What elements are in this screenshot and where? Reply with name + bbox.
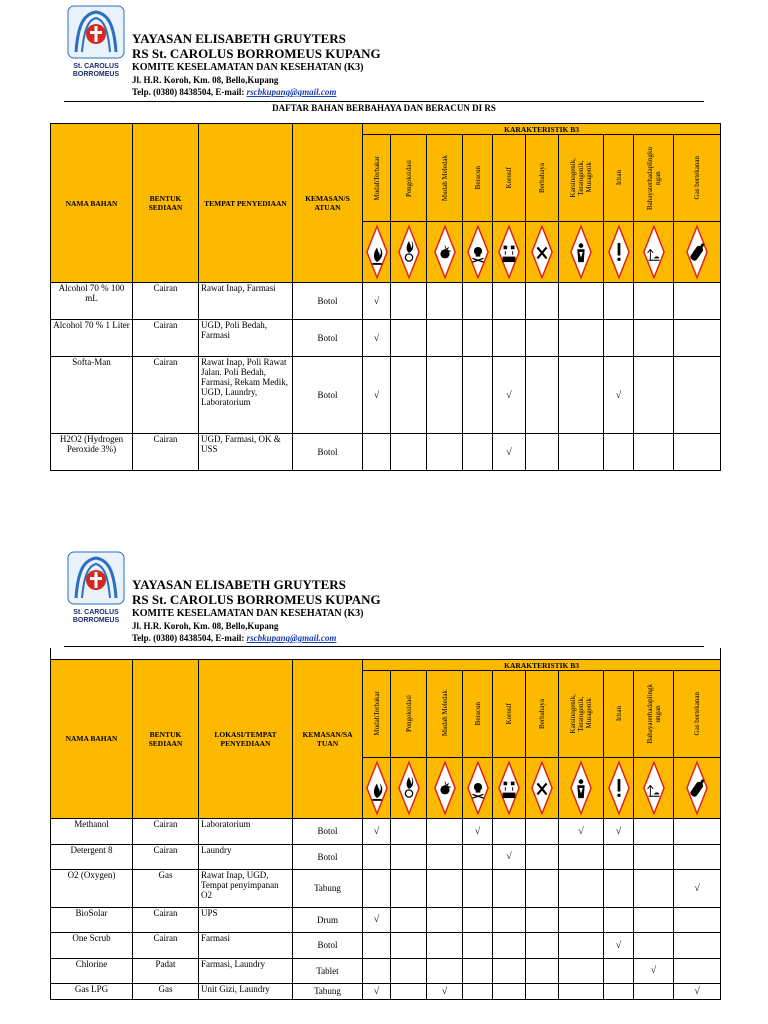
- exclamation-icon: [608, 224, 630, 280]
- cell-check: [674, 434, 721, 471]
- cell-bentuk-sediaan: Cairan: [133, 434, 199, 471]
- hospital-logo: [66, 550, 126, 630]
- cell-check: [463, 357, 493, 434]
- cell-check: [391, 958, 427, 983]
- pictogram-cell: [559, 757, 604, 818]
- pictogram-cell: [604, 222, 634, 283]
- cell-bentuk-sediaan: Cairan: [133, 818, 199, 844]
- b3-table-1: [50, 123, 721, 471]
- gas-cylinder-icon: [686, 224, 708, 280]
- cell-check: [363, 434, 391, 471]
- cell-kemasan: Botol: [293, 818, 363, 844]
- flame-over-circle-icon: [398, 224, 420, 280]
- cell-check: [463, 958, 493, 983]
- table-row: [51, 932, 721, 958]
- cell-nama-bahan: Softa-Man: [51, 357, 133, 434]
- cell-check: [559, 869, 604, 907]
- cell-check: [427, 283, 463, 320]
- cell-bentuk-sediaan: Cairan: [133, 320, 199, 357]
- characteristic-header: MudahTerbakar: [363, 135, 391, 222]
- cell-check: [493, 869, 526, 907]
- cell-check: [526, 932, 559, 958]
- cell-check: [604, 434, 634, 471]
- cell-check: [463, 907, 493, 932]
- cell-check: [559, 983, 604, 999]
- cell-check: [493, 958, 526, 983]
- cell-check: [634, 907, 674, 932]
- cell-bentuk-sediaan: Cairan: [133, 932, 199, 958]
- characteristic-header: Karsinogenik, Teratogenik, Mutagenik: [559, 670, 604, 757]
- b3-table-2: [50, 648, 721, 1000]
- cell-kemasan: Botol: [293, 434, 363, 471]
- cell-check: [427, 434, 463, 471]
- cell-check: [559, 357, 604, 434]
- cross-icon: [531, 224, 553, 280]
- table-row: [51, 283, 721, 320]
- gas-cylinder-icon: [686, 760, 708, 816]
- cell-check: [493, 932, 526, 958]
- cell-tempat: Laboratorium: [199, 818, 293, 844]
- cell-nama-bahan: Alcohol 70 % 1 Liter: [51, 320, 133, 357]
- cell-check: [363, 844, 391, 869]
- table-row: [51, 907, 721, 932]
- cell-check: [634, 869, 674, 907]
- characteristic-header: Pengoksidasi: [391, 135, 427, 222]
- cell-check: [493, 320, 526, 357]
- cell-check: [493, 907, 526, 932]
- divider: [64, 101, 704, 102]
- cell-check: [526, 907, 559, 932]
- cell-check: [526, 434, 559, 471]
- cell-check: [634, 844, 674, 869]
- cell-check: [604, 283, 634, 320]
- document-title: DAFTAR BAHAN BERBAHAYA DAN BERACUN DI RS: [272, 103, 496, 113]
- cell-check: [427, 869, 463, 907]
- table-row: [51, 818, 721, 844]
- table-row: [51, 434, 721, 471]
- cell-check: [526, 844, 559, 869]
- pictogram-cell: [427, 222, 463, 283]
- header-karakteristik: KARAKTERISTIK B3: [363, 124, 721, 135]
- cell-nama-bahan: Chlorine: [51, 958, 133, 983]
- characteristic-header: Bahayaterhadaplingk ungan: [634, 670, 674, 757]
- characteristic-header: Iritan: [604, 670, 634, 757]
- header-kemasan: KEMASAN/S ATUAN: [293, 124, 363, 283]
- svg-text:St. CAROLUS: St. CAROLUS: [73, 609, 119, 616]
- cell-check: [559, 434, 604, 471]
- header-kemasan: KEMASAN/SA TUAN: [293, 659, 363, 818]
- pictogram-cell: [674, 222, 721, 283]
- header-bentuk: BENTUK SEDIAAN: [133, 659, 199, 818]
- pictogram-cell: [363, 757, 391, 818]
- pictogram-cell: [463, 757, 493, 818]
- pictogram-cell: [493, 222, 526, 283]
- cell-check: [526, 958, 559, 983]
- cell-nama-bahan: O2 (Oxygen): [51, 869, 133, 907]
- characteristic-header: MudahTerbakar: [363, 670, 391, 757]
- cell-check: [391, 844, 427, 869]
- header-tempat: TEMPAT PENYEDIAAN: [199, 124, 293, 283]
- exploding-bomb-icon: [434, 224, 456, 280]
- cell-check: [674, 818, 721, 844]
- cell-check: [559, 958, 604, 983]
- cell-check: [363, 869, 391, 907]
- health-hazard-icon: [570, 760, 592, 816]
- cell-check: [526, 320, 559, 357]
- cell-tempat: Rawat Inap, UGD, Tempat penyimpanan O2: [199, 869, 293, 907]
- cell-check: [391, 869, 427, 907]
- skull-icon: [467, 760, 489, 816]
- cell-check: [634, 357, 674, 434]
- cell-check: [427, 320, 463, 357]
- cell-check: [427, 357, 463, 434]
- cell-kemasan: Botol: [293, 283, 363, 320]
- cell-tempat: Farmasi: [199, 932, 293, 958]
- table-row: [51, 869, 721, 907]
- cell-check: √: [674, 983, 721, 999]
- svg-text:BORROMEUS: BORROMEUS: [72, 71, 120, 78]
- cell-check: √: [634, 958, 674, 983]
- cell-check: √: [493, 434, 526, 471]
- cell-check: √: [363, 907, 391, 932]
- cell-check: √: [427, 983, 463, 999]
- pictogram-cell: [634, 757, 674, 818]
- cell-check: [559, 320, 604, 357]
- pictogram-cell: [493, 757, 526, 818]
- corrosion-icon: [498, 224, 520, 280]
- characteristic-header: Mudah Meledak: [427, 670, 463, 757]
- header-nama: NAMA BAHAN: [51, 659, 133, 818]
- pictogram-cell: [463, 222, 493, 283]
- contact: Telp. (0380) 8438504, E-mail: rscbkupang@gmail.com: [132, 633, 337, 643]
- characteristic-header: Karsinogenik, Teratogenik, Mutagenik: [559, 135, 604, 222]
- cell-bentuk-sediaan: Gas: [133, 869, 199, 907]
- cell-check: [604, 958, 634, 983]
- cell-check: [634, 932, 674, 958]
- cell-nama-bahan: BioSolar: [51, 907, 133, 932]
- characteristic-header: Iritan: [604, 135, 634, 222]
- cell-check: √: [674, 869, 721, 907]
- committee-name: KOMITE KESELAMATAN DAN KESEHATAN (K3): [132, 62, 364, 73]
- cell-nama-bahan: Gas LPG: [51, 983, 133, 999]
- cell-check: [493, 818, 526, 844]
- cell-check: [559, 932, 604, 958]
- table-row: [51, 320, 721, 357]
- hospital-logo: [66, 4, 126, 84]
- pictogram-cell: [363, 222, 391, 283]
- cell-check: √: [363, 983, 391, 999]
- cell-check: [463, 434, 493, 471]
- cell-tempat: UPS: [199, 907, 293, 932]
- cell-check: [391, 283, 427, 320]
- cell-check: [526, 357, 559, 434]
- cell-check: √: [363, 818, 391, 844]
- cell-check: [559, 844, 604, 869]
- cell-check: [674, 357, 721, 434]
- cell-tempat: Unit Gizi, Laundry: [199, 983, 293, 999]
- cell-check: [391, 818, 427, 844]
- cell-check: [427, 818, 463, 844]
- exclamation-icon: [608, 760, 630, 816]
- characteristic-header: Beracun: [463, 670, 493, 757]
- cell-check: [391, 932, 427, 958]
- cell-check: [391, 907, 427, 932]
- cell-check: [526, 869, 559, 907]
- characteristic-header: Gas bertekanan: [674, 135, 721, 222]
- header-karakteristik: KARAKTERISTIK B3: [363, 659, 721, 670]
- cell-kemasan: Botol: [293, 932, 363, 958]
- characteristic-header: Berbahaya: [526, 135, 559, 222]
- header-nama: NAMA BAHAN: [51, 124, 133, 283]
- cell-check: √: [559, 818, 604, 844]
- cell-check: [463, 844, 493, 869]
- yayasan-name: YAYASAN ELISABETH GRUYTERS: [132, 31, 346, 46]
- cell-check: [634, 434, 674, 471]
- flame-over-circle-icon: [398, 760, 420, 816]
- header-tempat: LOKASI/TEMPAT PENYEDIAAN: [199, 659, 293, 818]
- pictogram-cell: [391, 757, 427, 818]
- cell-check: [634, 283, 674, 320]
- cell-check: [463, 932, 493, 958]
- pictogram-cell: [526, 757, 559, 818]
- cell-check: [363, 932, 391, 958]
- cell-check: [427, 907, 463, 932]
- yayasan-name: YAYASAN ELISABETH GRUYTERS: [132, 577, 346, 592]
- characteristic-header: Pengoksidasi: [391, 670, 427, 757]
- cell-nama-bahan: Alcohol 70 % 100 mL: [51, 283, 133, 320]
- cell-check: [463, 283, 493, 320]
- cell-kemasan: Tablet: [293, 958, 363, 983]
- characteristic-header: Mudah Meledak: [427, 135, 463, 222]
- cell-check: [634, 320, 674, 357]
- cell-tempat: UGD, Poli Bedah, Farmasi: [199, 320, 293, 357]
- pictogram-cell: [526, 222, 559, 283]
- svg-text:St. CAROLUS: St. CAROLUS: [73, 63, 119, 70]
- cell-kemasan: Botol: [293, 357, 363, 434]
- cell-check: [674, 844, 721, 869]
- exploding-bomb-icon: [434, 760, 456, 816]
- cell-tempat: UGD, Farmasi, OK & USS: [199, 434, 293, 471]
- cell-check: [427, 932, 463, 958]
- flame-icon: [366, 760, 388, 816]
- cell-kemasan: Drum: [293, 907, 363, 932]
- pictogram-cell: [427, 757, 463, 818]
- pictogram-cell: [559, 222, 604, 283]
- cell-bentuk-sediaan: Cairan: [133, 357, 199, 434]
- address: Jl. H.R. Koroh, Km. 08, Bello,Kupang: [132, 621, 279, 631]
- corrosion-icon: [498, 760, 520, 816]
- cell-check: [391, 434, 427, 471]
- cell-check: [526, 818, 559, 844]
- cell-check: [391, 320, 427, 357]
- cell-nama-bahan: H2O2 (Hydrogen Peroxide 3%): [51, 434, 133, 471]
- cell-check: √: [363, 283, 391, 320]
- cell-kemasan: Tabung: [293, 983, 363, 999]
- cell-tempat: Laundry: [199, 844, 293, 869]
- cell-check: [427, 844, 463, 869]
- hospital-name: RS St. CAROLUS BORROMEUS KUPANG: [132, 46, 381, 61]
- health-hazard-icon: [570, 224, 592, 280]
- cell-check: [493, 283, 526, 320]
- cell-bentuk-sediaan: Padat: [133, 958, 199, 983]
- cell-check: [604, 869, 634, 907]
- cell-kemasan: Tabung: [293, 869, 363, 907]
- cell-check: √: [604, 357, 634, 434]
- pictogram-cell: [634, 222, 674, 283]
- cell-check: √: [604, 818, 634, 844]
- cell-check: [559, 283, 604, 320]
- cell-kemasan: Botol: [293, 320, 363, 357]
- email-link[interactable]: rscbkupang@gmail.com: [246, 87, 337, 97]
- characteristic-header: Korosif: [493, 135, 526, 222]
- cell-tempat: Rawat Inap, Poli Rawat Jalan. Poli Bedah, Farmasi, Rekam Medik, UGD, Laundry, Laboratorium: [199, 357, 293, 434]
- table-row: [51, 958, 721, 983]
- svg-text:BORROMEUS: BORROMEUS: [72, 617, 120, 624]
- cell-bentuk-sediaan: Cairan: [133, 283, 199, 320]
- hospital-name: RS St. CAROLUS BORROMEUS KUPANG: [132, 592, 381, 607]
- cell-check: [526, 983, 559, 999]
- contact: Telp. (0380) 8438504, E-mail: rscbkupang@gmail.com: [132, 87, 337, 97]
- cell-check: [674, 932, 721, 958]
- cell-check: [674, 283, 721, 320]
- cell-check: [526, 283, 559, 320]
- cell-check: [559, 907, 604, 932]
- environment-icon: [643, 224, 665, 280]
- email-link[interactable]: rscbkupang@gmail.com: [246, 633, 337, 643]
- cell-check: [493, 983, 526, 999]
- characteristic-header: Korosif: [493, 670, 526, 757]
- table-row: [51, 357, 721, 434]
- cell-check: [604, 907, 634, 932]
- committee-name: KOMITE KESELAMATAN DAN KESEHATAN (K3): [132, 608, 364, 619]
- cell-check: [674, 320, 721, 357]
- cell-check: [427, 958, 463, 983]
- cell-check: √: [463, 818, 493, 844]
- cell-check: [634, 818, 674, 844]
- table-row: [51, 844, 721, 869]
- pictogram-cell: [391, 222, 427, 283]
- characteristic-header: Bahayaterhadaplingku ngan: [634, 135, 674, 222]
- cell-check: √: [604, 932, 634, 958]
- cell-check: [604, 844, 634, 869]
- cell-check: [674, 907, 721, 932]
- cell-check: √: [363, 320, 391, 357]
- flame-icon: [366, 224, 388, 280]
- cell-nama-bahan: One Scrub: [51, 932, 133, 958]
- cell-check: [604, 983, 634, 999]
- cell-check: [463, 983, 493, 999]
- cell-check: √: [493, 844, 526, 869]
- cross-icon: [531, 760, 553, 816]
- cell-check: [363, 958, 391, 983]
- cell-check: [463, 869, 493, 907]
- pictogram-cell: [674, 757, 721, 818]
- table-row: [51, 983, 721, 999]
- cell-check: [391, 983, 427, 999]
- cell-tempat: Farmasi, Laundry: [199, 958, 293, 983]
- divider: [64, 646, 704, 647]
- characteristic-header: Beracun: [463, 135, 493, 222]
- cell-check: [604, 320, 634, 357]
- header-bentuk: BENTUK SEDIAAN: [133, 124, 199, 283]
- environment-icon: [643, 760, 665, 816]
- cell-bentuk-sediaan: Cairan: [133, 907, 199, 932]
- cell-nama-bahan: Detergent 8: [51, 844, 133, 869]
- cell-check: [674, 958, 721, 983]
- cell-check: √: [493, 357, 526, 434]
- characteristic-header: Gas bertekanan: [674, 670, 721, 757]
- cell-nama-bahan: Methanol: [51, 818, 133, 844]
- cell-check: [463, 320, 493, 357]
- cell-check: √: [363, 357, 391, 434]
- cell-check: [391, 357, 427, 434]
- pictogram-cell: [604, 757, 634, 818]
- skull-icon: [467, 224, 489, 280]
- cell-check: [634, 983, 674, 999]
- cell-tempat: Rawat Inap, Farmasi: [199, 283, 293, 320]
- address: Jl. H.R. Koroh, Km. 08, Bello,Kupang: [132, 75, 279, 85]
- cell-bentuk-sediaan: Gas: [133, 983, 199, 999]
- cell-bentuk-sediaan: Cairan: [133, 844, 199, 869]
- cell-kemasan: Botol: [293, 844, 363, 869]
- characteristic-header: Berbahaya: [526, 670, 559, 757]
